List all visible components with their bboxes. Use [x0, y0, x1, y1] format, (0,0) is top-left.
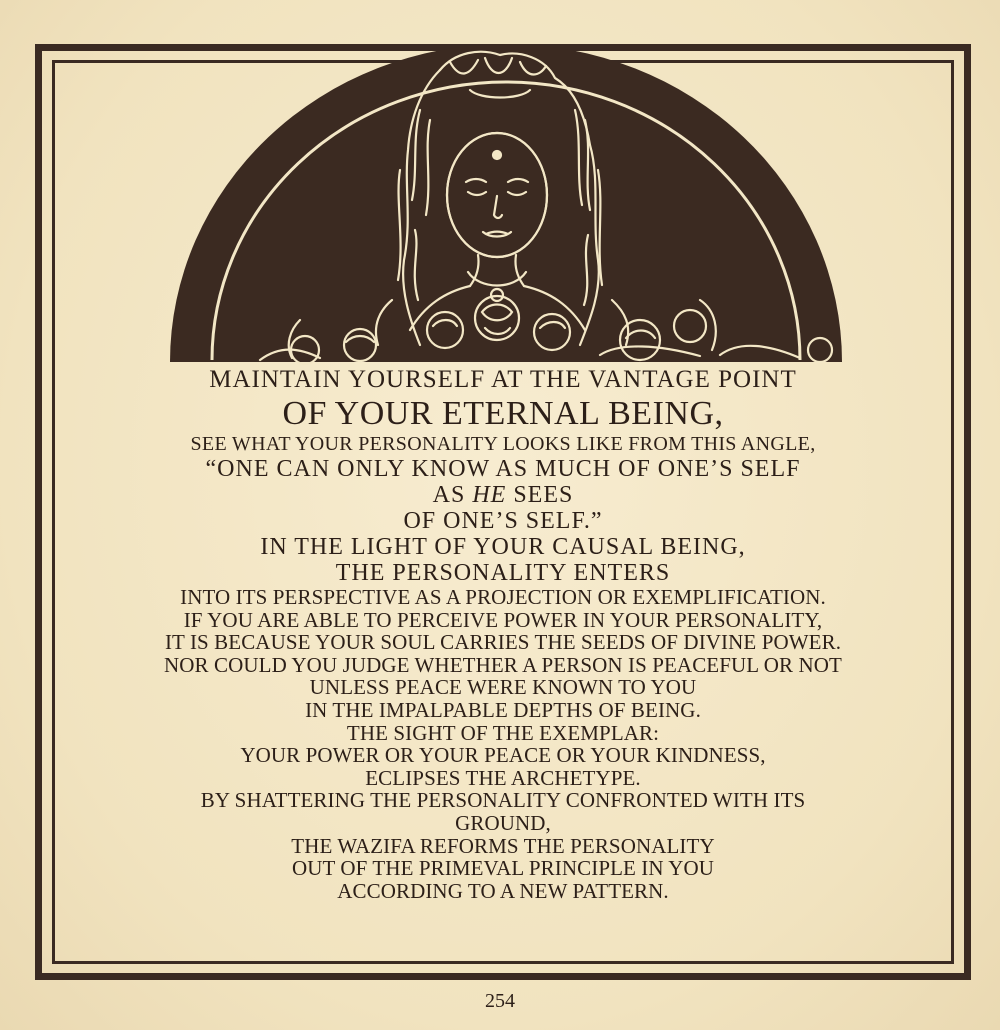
- quote-word-he: HE: [472, 482, 507, 508]
- goddess-figure-illustration: [0, 0, 1000, 370]
- quote-line-14: IN THE IMPALPABLE DEPTHS OF BEING.: [305, 697, 701, 722]
- quote-word-sees: SEES: [513, 482, 574, 508]
- quote-line-5: [60, 482, 946, 508]
- quote-line-12: NOR COULD YOU JUDGE WHETHER A PERSON IS PEACEFUL OR NOT: [164, 652, 842, 677]
- quote-line-10: IF YOU ARE ABLE TO PERCEIVE POWER IN YOUR PERSONALITY,: [183, 607, 823, 632]
- quote-line-13: UNLESS PEACE WERE KNOWN TO YOU: [309, 675, 697, 700]
- quote-title-line: OF YOUR ETERNAL BEING,: [282, 395, 724, 432]
- quote-line-17: ECLIPSES THE ARCHETYPE.: [365, 765, 641, 790]
- page-number: 254: [485, 990, 515, 1012]
- quote-text-block: [60, 365, 946, 902]
- quote-line-22: ACCORDING TO A NEW PATTERN.: [337, 878, 669, 903]
- quote-line-3: SEE WHAT YOUR PERSONALITY LOOKS LIKE FROM THIS ANGLE,: [190, 433, 816, 455]
- quote-line-7: IN THE LIGHT OF YOUR CAUSAL BEING,: [260, 534, 746, 560]
- quote-line-19: GROUND,: [455, 810, 551, 835]
- quote-line-11: IT IS BECAUSE YOUR SOUL CARRIES THE SEEDS OF DIVINE POWER.: [164, 630, 842, 655]
- quote-line-15: THE SIGHT OF THE EXEMPLAR:: [346, 720, 660, 745]
- quote-word-as: AS: [432, 482, 466, 508]
- quote-line-21: OUT OF THE PRIMEVAL PRINCIPLE IN YOU: [291, 856, 715, 881]
- quote-line-4: “ONE CAN ONLY KNOW AS MUCH OF ONE’S SELF: [205, 456, 801, 482]
- quote-line-9: INTO ITS PERSPECTIVE AS A PROJECTION OR EXEMPLIFICATION.: [180, 585, 826, 609]
- quote-line-20: THE WAZIFA REFORMS THE PERSONALITY: [291, 833, 715, 858]
- quote-line-1: MAINTAIN YOURSELF AT THE VANTAGE POINT: [209, 366, 797, 393]
- quote-line-6: OF ONE’S SELF.”: [403, 508, 603, 534]
- quote-line-8: THE PERSONALITY ENTERS: [335, 560, 671, 586]
- quote-line-18: BY SHATTERING THE PERSONALITY CONFRONTED WITH ITS: [200, 788, 806, 813]
- quote-line-16: YOUR POWER OR YOUR PEACE OR YOUR KINDNESS,: [240, 743, 766, 768]
